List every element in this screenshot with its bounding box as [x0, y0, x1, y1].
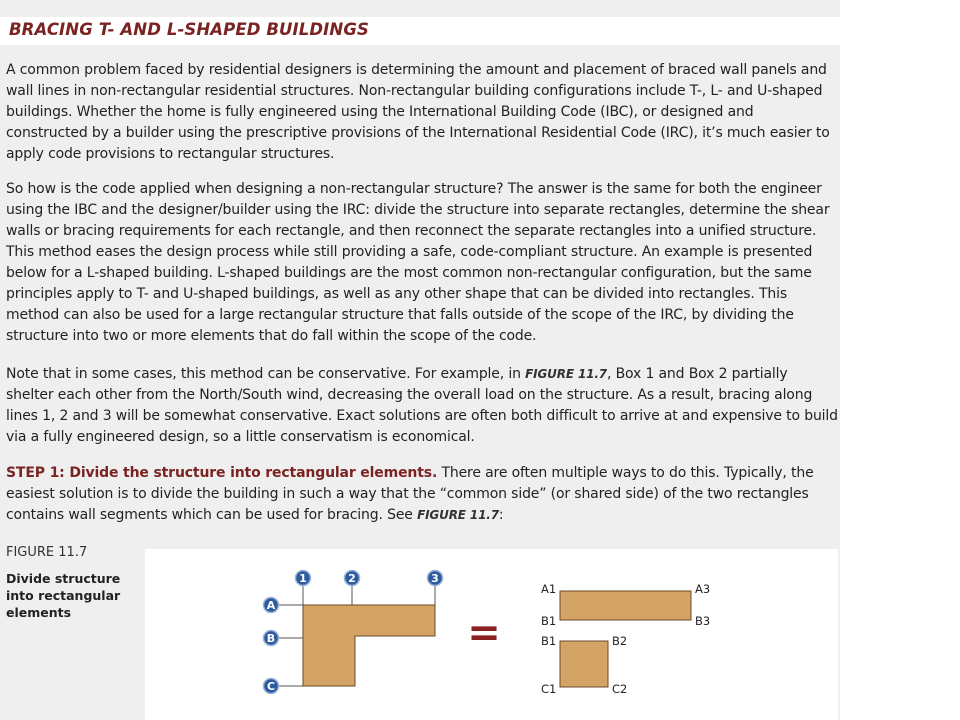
corner-label-c1: C1 — [541, 682, 557, 696]
svg-text:3: 3 — [431, 572, 439, 585]
figure-reference: FIGURE 11.7 — [417, 508, 499, 522]
corner-label-a3: A3 — [695, 582, 711, 596]
rectangle-box-2 — [560, 641, 608, 687]
grid-bubble-b — [264, 631, 279, 646]
corner-label-a1: A1 — [541, 582, 557, 596]
paragraph-intro: A common problem faced by residential designers is determining the amount and placement of braced wall panels and wall lines in non-rectangular residential structures. Non-rectangular building configurations include T-, L- and U-shaped buildings. Whether the home is fully engineered using the International Building Code (IBC), or designed and constructed by a builder using the prescriptive provisions of the International Residential Code (IRC), it’s much easier to apply code provisions to rectangular structures. — [6, 62, 830, 162]
paragraph-method: So how is the code applied when designing a non-rectangular structure? The answer is the same for both the engineer using the IBC and the designer/builder using the IRC: divide the structure into separate rectangles, determine the shear walls or bracing requirements for each rectangle, and then reconnect the separate rectangles into a unified structure. This method eases the design process while still providing a safe, code-compliant structure. An example is presented below for a L-shaped building. L-shaped buildings are the most common non-rectangular configuration, but the same principles apply to T- and U-shaped buildings, as well as any other shape that can be divided into rectangles. This method can also be used for a large rectangular structure that falls outside of the scope of the IRC, by dividing the structure into two or more elements that do fall within the scope of the code. — [6, 181, 830, 344]
corner-label-b1-top: B1 — [541, 614, 557, 628]
l-shaped-building — [303, 605, 435, 686]
rectangle-box-1 — [560, 591, 691, 620]
paragraph-step1 — [6, 463, 838, 526]
step-heading: STEP 1: Divide the structure into rectangular elements. — [6, 465, 438, 481]
figure-reference: FIGURE 11.7 — [525, 367, 607, 381]
svg-text:B: B — [266, 632, 276, 645]
grid-bubble-c — [264, 679, 279, 694]
grid-bubble-a — [264, 598, 279, 613]
corner-label-c2: C2 — [612, 682, 628, 696]
svg-text:2: 2 — [348, 572, 356, 585]
paragraph-text: : — [498, 507, 504, 523]
figure-svg — [145, 549, 838, 720]
figure-diagram — [145, 549, 838, 720]
svg-text:C: C — [266, 680, 276, 693]
corner-label-b2: B2 — [612, 634, 628, 648]
grid-bubble-1 — [296, 571, 311, 586]
paragraph-text: , Box 1 and Box 2 partially shelter each other from the North/South wind, decreasing the overall load on the structure. As a result, bracing along lines 1, 2 and 3 will be somewhat conservative. Exact solutions are often both difficult to arrive at and expensive to build via a fully engineered design, so a little conservatism is economical. — [6, 366, 838, 445]
grid-bubble-3 — [428, 571, 443, 586]
figure-caption: Divide structure into rectangular elements — [6, 571, 121, 620]
equals-sign: = — [467, 610, 501, 656]
corner-label-b3: B3 — [695, 614, 711, 628]
paragraph-text: There are often multiple ways to do this. Typically, the easiest solution is to divide the building in such a way that the “common side” (or shared side) of the two rectangles contains wall segments which can be used for bracing. See — [6, 465, 814, 523]
svg-text:A: A — [266, 599, 276, 612]
grid-bubble-2 — [345, 571, 360, 586]
figure-number: FIGURE 11.7 — [6, 545, 88, 560]
paragraph-text: Note that in some cases, this method can be conservative. For example, in — [6, 366, 526, 382]
paragraph-conservative — [6, 364, 838, 448]
corner-label-b1-bottom: B1 — [541, 634, 557, 648]
svg-text:1: 1 — [299, 572, 307, 585]
section-title: BRACING T- AND L-SHAPED BUILDINGS — [9, 20, 369, 39]
